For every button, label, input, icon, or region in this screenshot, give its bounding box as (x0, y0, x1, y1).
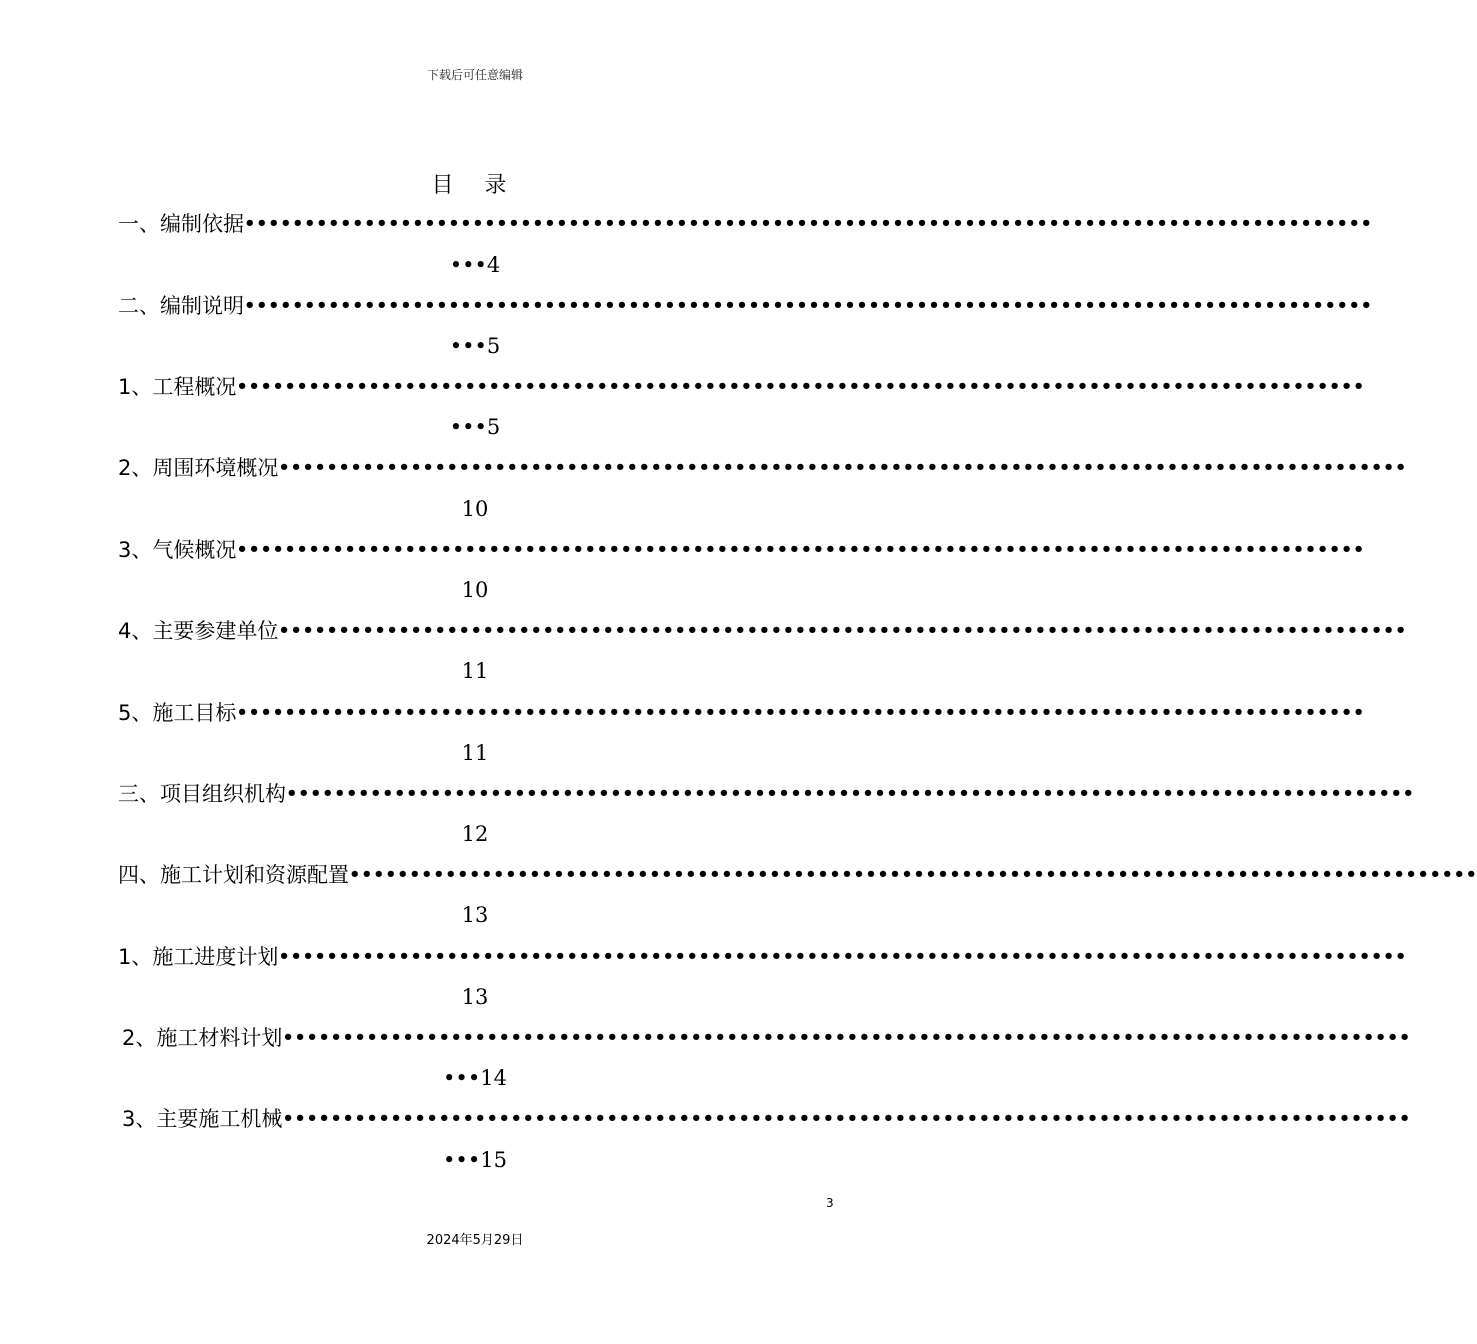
toc-leader-dots: •••••••••••••••••••••••••••••••••••••••••••••••••••••••••••••••••••••••••••••••••••••••••••••• (278, 945, 1407, 967)
page-header: 下载后可任意编辑 (426, 68, 523, 82)
toc-leader-dots: •••••••••••••••••••••••••••••••••••••••••••••••••••••••••••••••••••••••••••••••••••••••••••••• (282, 1026, 1411, 1048)
toc-entry[interactable] (118, 778, 1415, 808)
toc-entry[interactable] (118, 697, 1365, 727)
toc-entry-page: •••4 (449, 253, 501, 277)
toc-leader-dots: •••••••••••••••••••••••••••••••••••••••••••••••••••••••••••••••••••••••••••••••••••••••••••••• (278, 619, 1407, 641)
toc-leader-dots: •••••••••••••••••••••••••••••••••••••••••••••••••••••••••••••••••••••••••••••••••••••••••••••• (236, 538, 1365, 560)
toc-entry-label: 二、编制说明 (118, 294, 244, 318)
toc-entry-label: 2、施工材料计划 (122, 1026, 283, 1050)
toc-entry-label: 1、工程概况 (118, 375, 237, 399)
toc-leader-dots: •••••••••••••••••••••••••••••••••••••••••••••••••••••••••••••••••••••••••••••••••••••••••••••• (286, 782, 1415, 804)
toc-entry-label: 2、周围环境概况 (118, 456, 279, 480)
toc-entry-label: 4、主要参建单位 (118, 619, 279, 643)
toc-entry-label: 三、项目组织机构 (118, 782, 286, 806)
toc-entry-page: 12 (461, 822, 489, 846)
page-footer-date: 2024年5月29日 (426, 1233, 524, 1248)
toc-entry[interactable] (118, 371, 1365, 401)
toc-leader-dots: •••••••••••••••••••••••••••••••••••••••••••••••••••••••••••••••••••••••••••••••••••••••••••••• (282, 1107, 1411, 1129)
toc-entry-page: 11 (461, 659, 489, 683)
toc-entry[interactable] (118, 290, 1373, 320)
toc-entry-label: 1、施工进度计划 (118, 945, 279, 969)
toc-entry-page: 13 (461, 903, 489, 927)
toc-entry-label: 5、施工目标 (118, 701, 237, 725)
toc-entry-label: 一、编制依据 (118, 212, 244, 236)
toc-entry-page: •••15 (443, 1148, 507, 1172)
toc-leader-dots: •••••••••••••••••••••••••••••••••••••••••••••••••••••••••••••••••••••••••••••••••••••••••••••• (244, 212, 1373, 234)
toc-leader-dots: •••••••••••••••••••••••••••••••••••••••••••••••••••••••••••••••••••••••••••••••••••••••••••••• (278, 456, 1407, 478)
toc-entry-label: 3、主要施工机械 (122, 1107, 283, 1131)
toc-title: 目 录 (431, 173, 519, 198)
toc-entry[interactable] (118, 452, 1407, 482)
toc-entry-page: •••5 (449, 415, 501, 439)
toc-leader-dots: •••••••••••••••••••••••••••••••••••••••••••••••••••••••••••••••••••••••••••••••••••••••••••••• (236, 701, 1365, 723)
toc-entry-page: 10 (461, 497, 489, 521)
toc-entry[interactable] (118, 534, 1365, 564)
toc-entry[interactable] (122, 1103, 1411, 1133)
toc-entry-page: •••14 (443, 1066, 507, 1090)
toc-entry[interactable] (122, 1022, 1411, 1052)
toc-entry[interactable] (118, 615, 1407, 645)
toc-entry-label: 3、气候概况 (118, 538, 237, 562)
toc-entry-page: 13 (461, 985, 489, 1009)
toc-entry-label: 四、施工计划和资源配置 (118, 863, 349, 887)
toc-entry-page: 10 (461, 578, 489, 602)
toc-leader-dots: •••••••••••••••••••••••••••••••••••••••••••••••••••••••••••••••••••••••••••••••••••••••••••••• (349, 863, 1477, 885)
toc-entry[interactable] (118, 859, 1477, 889)
toc-leader-dots: •••••••••••••••••••••••••••••••••••••••••••••••••••••••••••••••••••••••••••••••••••••••••••••• (236, 375, 1365, 397)
toc-entry[interactable] (118, 941, 1407, 971)
toc-entry-page: •••5 (449, 334, 501, 358)
page-number: 3 (826, 1196, 834, 1210)
toc-entry-page: 11 (461, 741, 489, 765)
toc-leader-dots: •••••••••••••••••••••••••••••••••••••••••••••••••••••••••••••••••••••••••••••••••••••••••••••• (244, 294, 1373, 316)
toc-entry[interactable] (118, 208, 1373, 238)
